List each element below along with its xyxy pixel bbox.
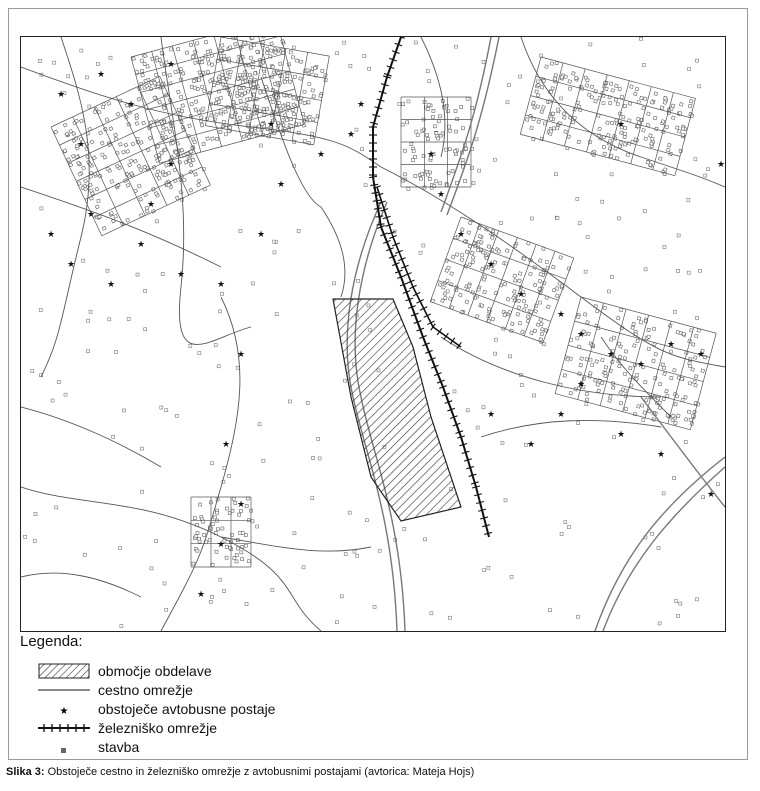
legend-item-bus-stops [38,700,338,718]
svg-text:★: ★ [556,310,566,320]
svg-text:★: ★ [66,260,76,270]
svg-text:★: ★ [146,200,156,210]
figure-caption [6,766,474,778]
svg-text:★: ★ [276,180,286,190]
svg-text:★: ★ [436,190,446,200]
svg-text:★: ★ [576,380,586,390]
svg-text:★: ★ [616,120,626,130]
svg-text:★: ★ [706,490,716,500]
svg-text:★: ★ [59,706,69,717]
legend-label: stavba [98,739,140,755]
legend-title: Legenda: [20,633,83,650]
svg-text:★: ★ [486,410,496,420]
svg-text:★: ★ [456,230,466,240]
legend-item-study-area [38,662,338,680]
legend-label: cestno omrežje [98,682,193,698]
svg-text:★: ★ [256,230,266,240]
legend-item-building [38,738,338,756]
svg-text:★: ★ [526,440,536,450]
svg-text:★: ★ [86,210,96,220]
svg-text:★: ★ [356,100,366,110]
svg-text:★: ★ [216,280,226,290]
svg-text:★: ★ [316,150,326,160]
svg-text:★: ★ [236,500,246,510]
svg-text:★: ★ [126,100,136,110]
svg-text:★: ★ [616,430,626,440]
svg-text:★: ★ [556,410,566,420]
hatched-area-icon [38,663,90,679]
legend-item-road-network [38,681,338,699]
study-area [333,299,461,521]
svg-text:★: ★ [166,60,176,70]
svg-text:★: ★ [716,160,725,170]
svg-text:★: ★ [656,450,666,460]
svg-text:★: ★ [221,440,231,450]
svg-text:★: ★ [56,90,66,100]
road-line-icon [38,682,90,698]
svg-text:★: ★ [96,70,106,80]
svg-text:★: ★ [236,350,246,360]
legend-label: železniško omrežje [98,720,218,736]
svg-text:★: ★ [696,350,706,360]
svg-text:★: ★ [426,150,436,160]
svg-text:★: ★ [666,340,676,350]
map-area [20,36,726,632]
star-icon [38,701,90,717]
railway-line-icon [38,720,90,736]
caption-label: Slika 3: [6,766,45,778]
svg-text:★: ★ [46,230,56,240]
svg-text:★: ★ [196,590,206,600]
svg-text:★: ★ [576,330,586,340]
svg-text:★: ★ [636,360,646,370]
legend-label: obstoječe avtobusne postaje [98,701,276,717]
svg-text:★: ★ [176,270,186,280]
svg-text:★: ★ [166,160,176,170]
svg-text:★: ★ [606,350,616,360]
svg-text:★: ★ [106,280,116,290]
svg-text:★: ★ [346,130,356,140]
svg-text:★: ★ [486,260,496,270]
svg-text:★: ★ [516,290,526,300]
svg-text:★: ★ [266,120,276,130]
caption-text: Obstoječe cestno in železniško omrežje z avtobusnimi postajami (avtorica: Mateja Hojs) [44,766,475,778]
svg-text:★: ★ [216,540,226,550]
svg-text:★: ★ [76,140,86,150]
svg-text:★: ★ [136,240,146,250]
legend-item-railway [38,719,338,737]
building-square-icon [38,739,90,755]
legend-label: območje obdelave [98,663,212,679]
